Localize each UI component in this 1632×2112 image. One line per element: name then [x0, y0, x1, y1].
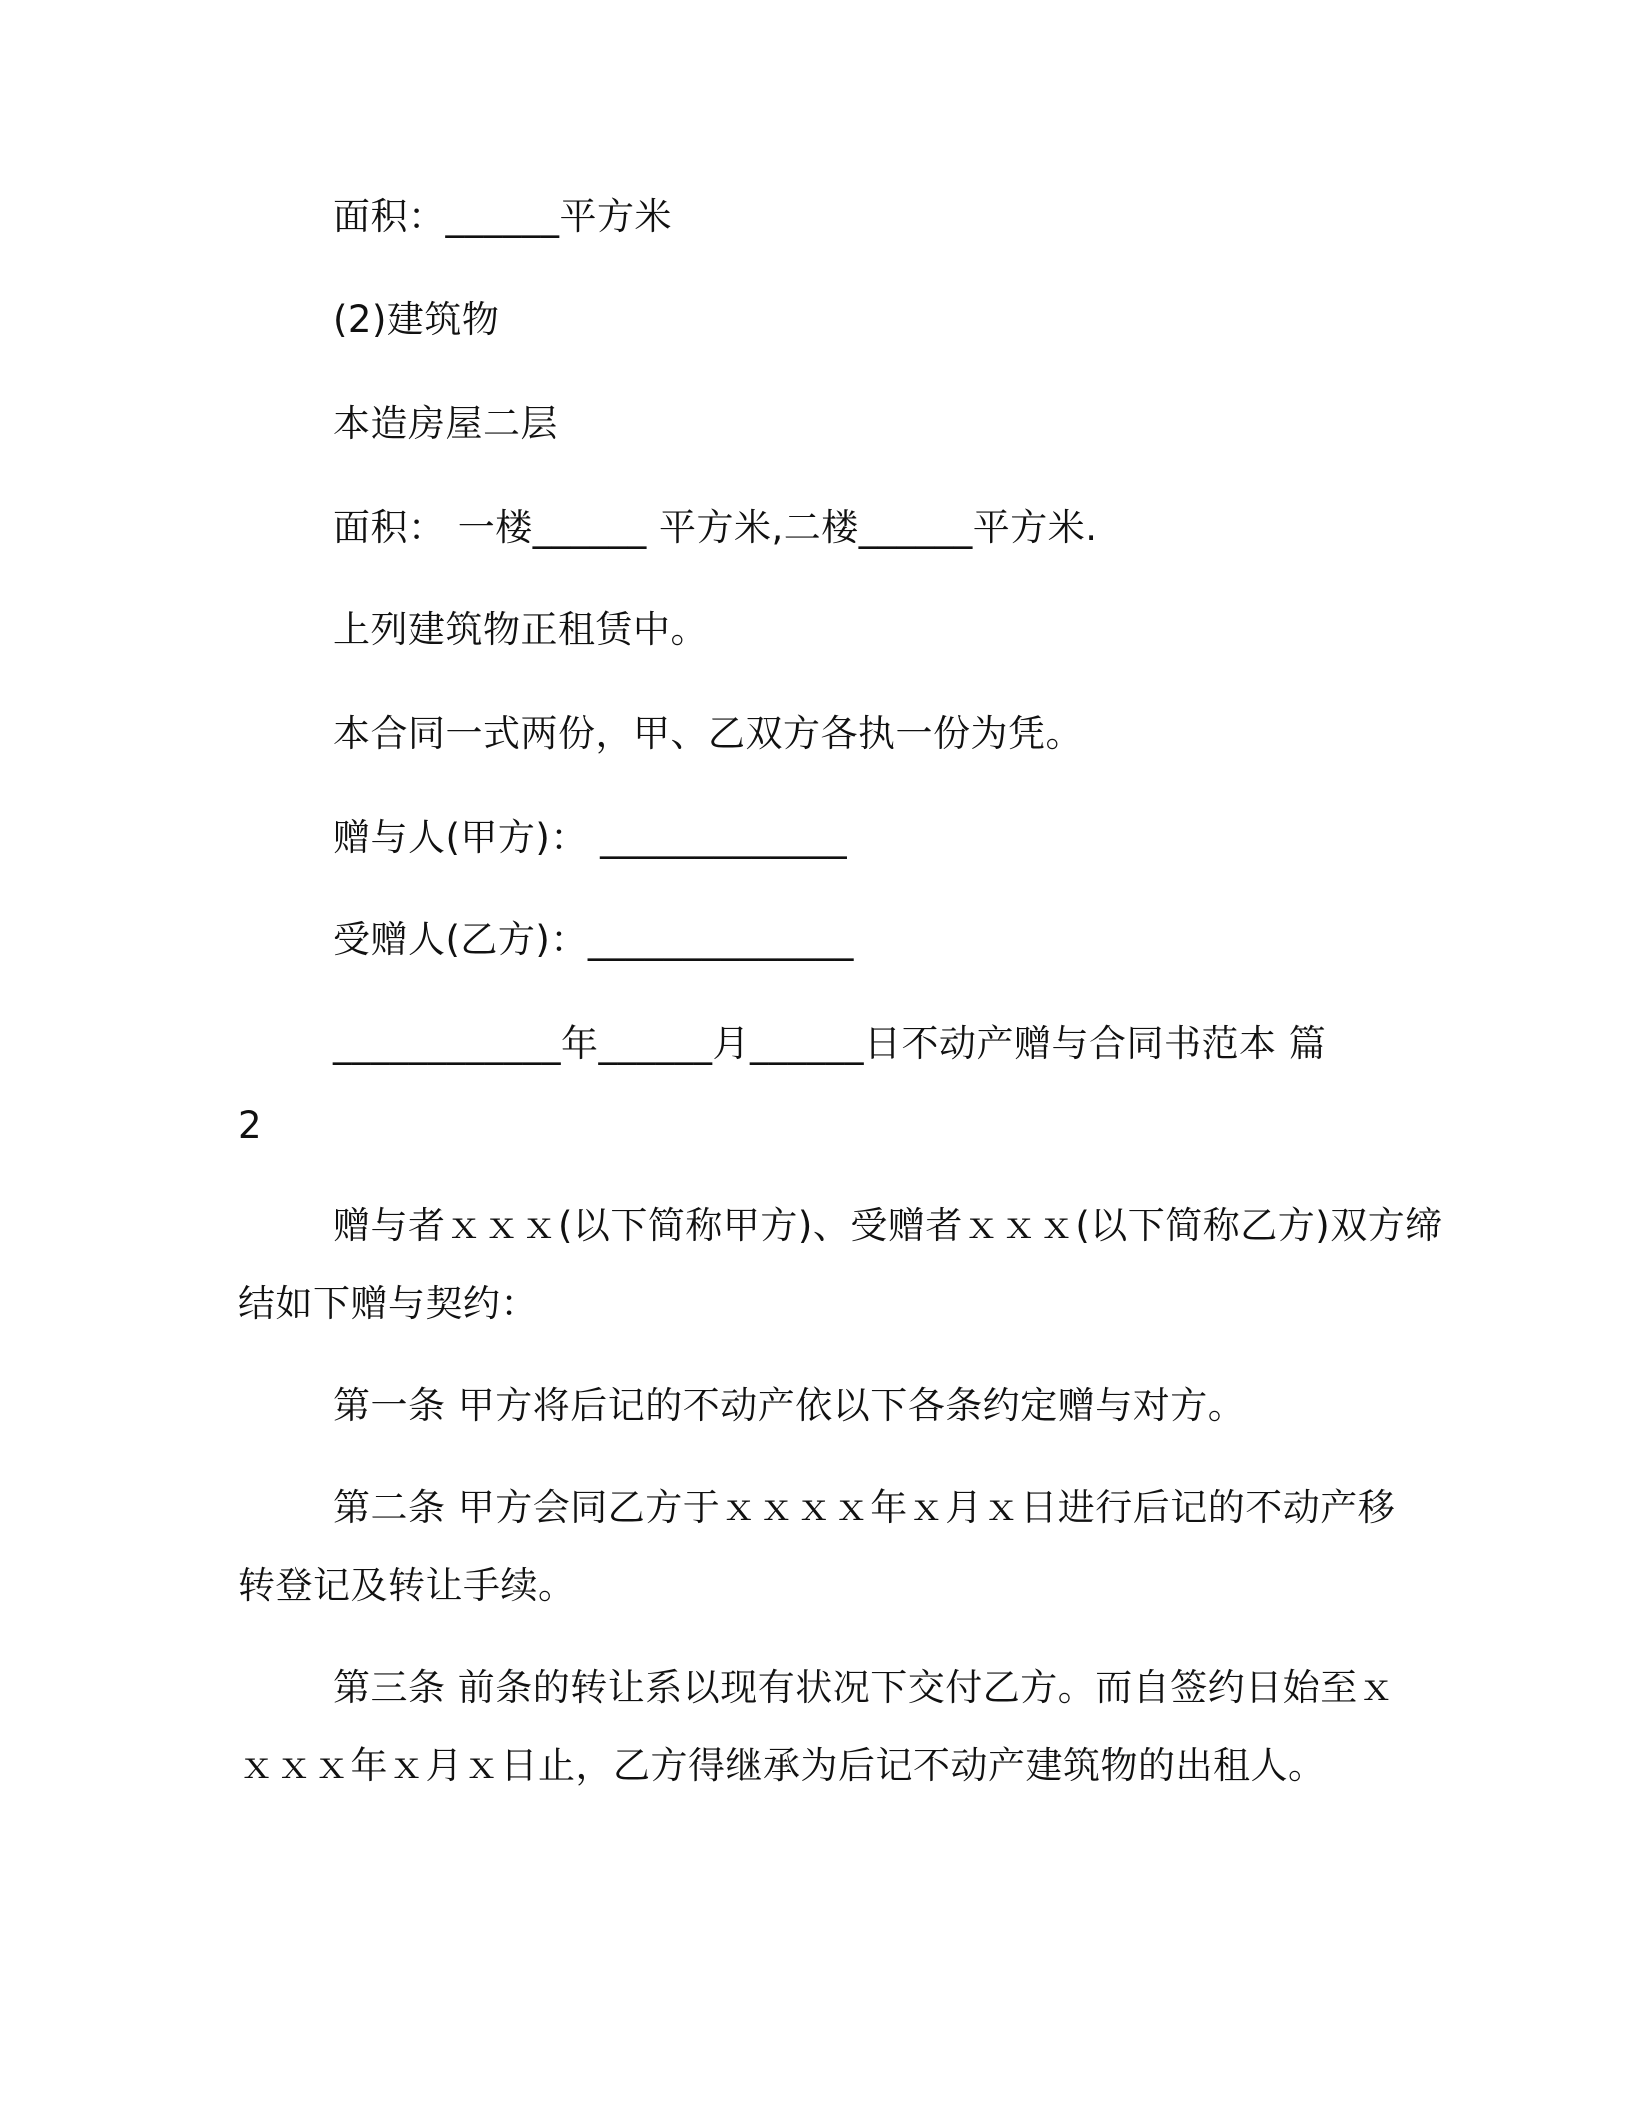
article-2-line-2: 转登记及转让手续。 — [238, 1564, 576, 1607]
article-1: 第一条 甲方将后记的不动产依以下各条约定赠与对方。 — [333, 1384, 1246, 1427]
article-3-line-2: ｘｘｘ年ｘ月ｘ日止，乙方得继承为后记不动产建筑物的出租人。 — [238, 1744, 1326, 1787]
lease-status-line: 上列建筑物正租赁中。 — [333, 608, 708, 651]
title-continuation: 2 — [238, 1104, 263, 1147]
building-description: 本造房屋二层 — [333, 402, 558, 445]
section-heading-buildings: (2)建筑物 — [333, 298, 500, 341]
parties-intro-line-1: 赠与者ｘｘｘ(以下简称甲方)、受赠者ｘｘｘ(以下简称乙方)双方缔 — [333, 1204, 1443, 1247]
floor-area-line: 面积： 一楼______ 平方米,二楼______平方米. — [333, 506, 1098, 549]
parties-intro-line-2: 结如下赠与契约： — [238, 1282, 538, 1325]
donor-signature-line: 赠与人(甲方)： _____________ — [333, 816, 848, 859]
area-line: 面积：______平方米 — [333, 195, 672, 238]
copies-clause: 本合同一式两份，甲、乙双方各执一份为凭。 — [333, 712, 1083, 755]
date-and-title-line: ____________年______月______日不动产赠与合同书范本 篇 — [333, 1022, 1327, 1065]
article-3-line-1: 第三条 前条的转让系以现有状况下交付乙方。而自签约日始至ｘ — [333, 1666, 1396, 1709]
article-2-line-1: 第二条 甲方会同乙方于ｘｘｘｘ年ｘ月ｘ日进行后记的不动产移 — [333, 1486, 1396, 1529]
donee-signature-line: 受赠人(乙方)：______________ — [333, 918, 854, 961]
